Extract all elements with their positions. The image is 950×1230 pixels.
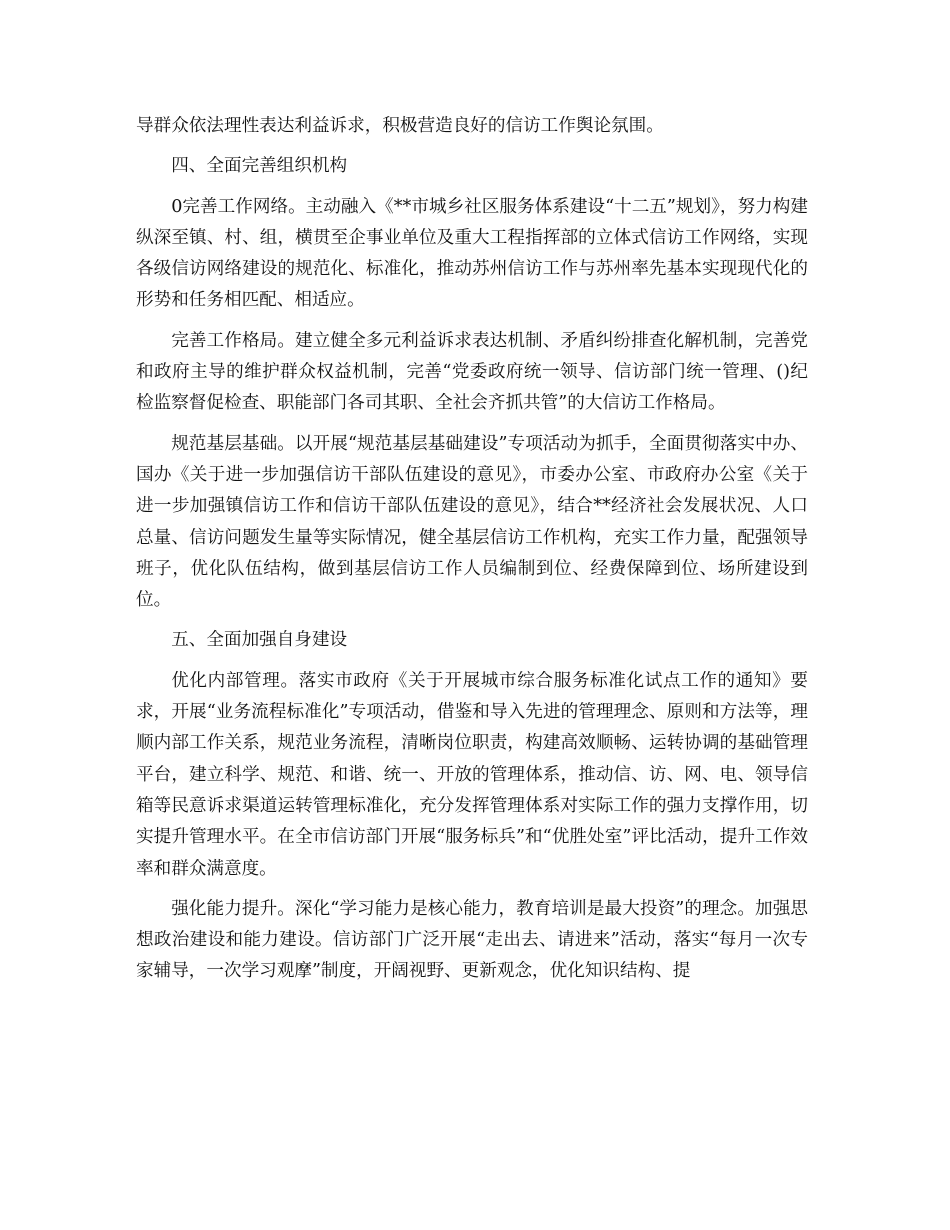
paragraph-internal-management: 优化内部管理。落实市政府《关于开展城市综合服务标准化试点工作的通知》要求，开展“业务流程标准化”专项活动，借鉴和导入先进的管理理念、原则和方法等，理顺内部工作关系，规范业务流程，清晰岗位职责，构建高效顺畅、运转协调的基础管理平台，建立科学、规范、和谐、统一、开放的管理体系，推动信、访、网、电、领导信箱等民意诉求渠道运转管理标准化，充分发挥管理体系对实际工作的强力支撑作用，切实提升管理水平。在全市信访部门开展“服务标兵”和“优胜处室”评比活动，提升工作效率和群众满意度。 [136, 670, 808, 879]
paragraph-grassroots: 规范基层基础。以开展“规范基层基础建设”专项活动为抓手，全面贯彻落实中办、国办《关于进一步加强信访干部队伍建设的意见》，市委办公室、市政府办公室《关于进一步加强镇信访工作和信访干部队伍建设的意见》，结合**经济社会发展状况、人口总量、信访问题发生量等实际情况，健全基层信访工作机构，充实工作力量，配强领导班子，优化队伍结构，做到基层信访工作人员编制到位、经费保障到位、场所建设到位。 [136, 433, 808, 611]
paragraph-capability: 强化能力提升。深化“学习能力是核心能力，教育培训是最大投资”的理念。加强思想政治建设和能力建设。信访部门广泛开展“走出去、请进来”活动，落实“每月一次专家辅导，一次学习观摩”制度，开阔视野、更新观念，优化知识结构、提 [136, 898, 808, 982]
section-heading-4: 四、全面完善组织机构 [171, 156, 348, 177]
paragraph-work-pattern: 完善工作格局。建立健全多元利益诉求表达机制、矛盾纠纷排查化解机制，完善党和政府主导的维护群众权益机制，完善“党委政府统一领导、信访部门统一管理、()纪检监察督促检查、职能部门各司其职、全社会齐抓共管”的大信访工作格局。 [136, 330, 808, 414]
paragraph-continuation: 导群众依法理性表达利益诉求，积极营造良好的信访工作舆论氛围。 [136, 116, 664, 136]
section-heading-5: 五、全面加强自身建设 [171, 630, 348, 651]
paragraph-work-network: 0完善工作网络。主动融入《**市城乡社区服务体系建设“十二五”规划》，努力构建纵深至镇、村、组，横贯至企事业单位及重大工程指挥部的立体式信访工作网络，实现各级信访网络建设的规范化、标准化，推动苏州信访工作与苏州率先基本实现现代化的形势和任务相匹配、相适应。 [136, 196, 808, 311]
document-body [136, 111, 808, 988]
